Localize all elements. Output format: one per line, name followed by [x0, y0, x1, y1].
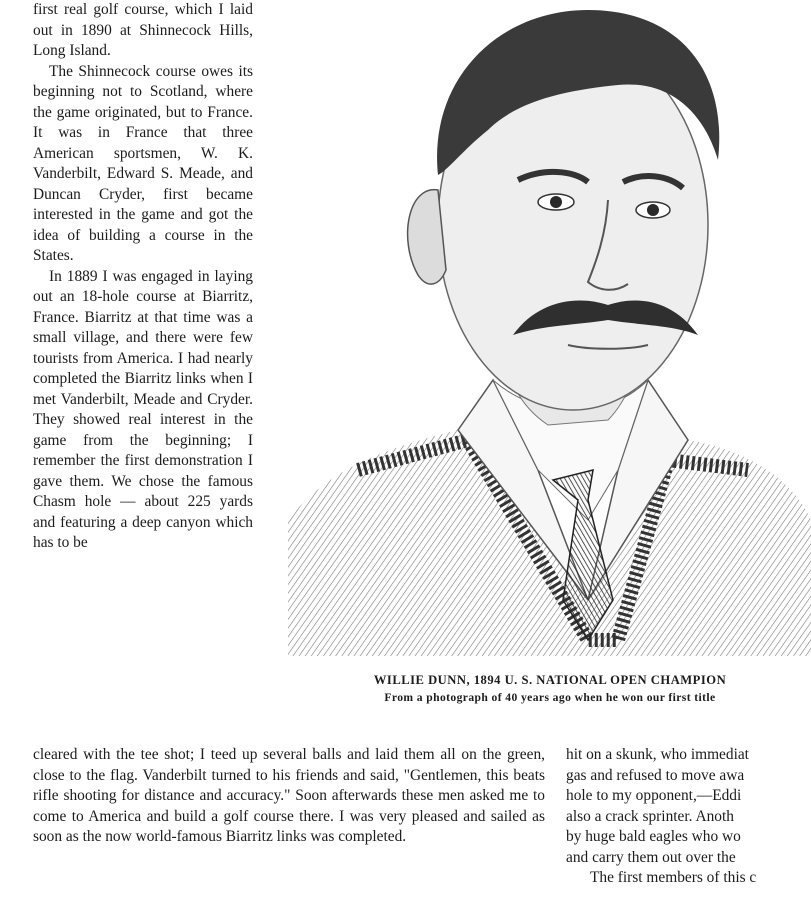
text-line: gas and refused to move awa [566, 766, 745, 784]
bottom-text-column [33, 745, 545, 848]
paragraph: first real golf course, which I laid out in 1890 at Shinnecock Hills, Long Island. [33, 1, 253, 59]
caption-title: WILLIE DUNN, 1894 U. S. NATIONAL OPEN CHAMPION [373, 673, 727, 687]
caption-subtitle: From a photograph of 40 years ago when he won our first title [384, 691, 716, 704]
text-line: also a crack sprinter. Anoth [566, 807, 734, 825]
portrait-illustration [288, 0, 811, 656]
text-line: The first members of this c [590, 869, 757, 886]
text-line: hit on a skunk, who immediat [566, 746, 749, 763]
paragraph: cleared with the tee shot; I teed up several balls and laid them all on the green, close to the flag. Vanderbilt turned to his friends and said, "Gentlemen, this beats rifle shooting for distance and accuracy." Soon afterwards these men asked me to come to America and build a golf course there. I was very pleased and sailed as soon as the now world-famous Biarritz links was completed. [33, 746, 545, 845]
paragraph: In 1889 I was engaged in laying out an 18-hole course at Biarritz, France. Biarritz at that time was a small village, and there were few tourists from America. I had nearly completed the Biarritz links when I met Vanderbilt, Meade and Cryder. They showed real interest in the game from the beginning; I remember the first demonstration I gave them. We chose the famous Chasm hole — about 225 yards and featuring a deep canyon which has to be [33, 267, 253, 551]
paragraph: The Shinnecock course owes its beginning not to Scotland, where the game originated, but to France. It was in France that three American sportsmen, W. K. Vanderbilt, Edward S. Meade, and Duncan Cryder, first became interested in the game and got the idea of building a course in the States. [33, 62, 253, 264]
right-text-column [566, 745, 811, 889]
text-line: by huge bald eagles who wo [566, 828, 741, 845]
text-line: and carry them out over the [566, 848, 736, 866]
portrait-caption [300, 672, 800, 706]
left-text-column [33, 0, 253, 554]
text-line: hole to my opponent,—Eddi [566, 787, 742, 804]
